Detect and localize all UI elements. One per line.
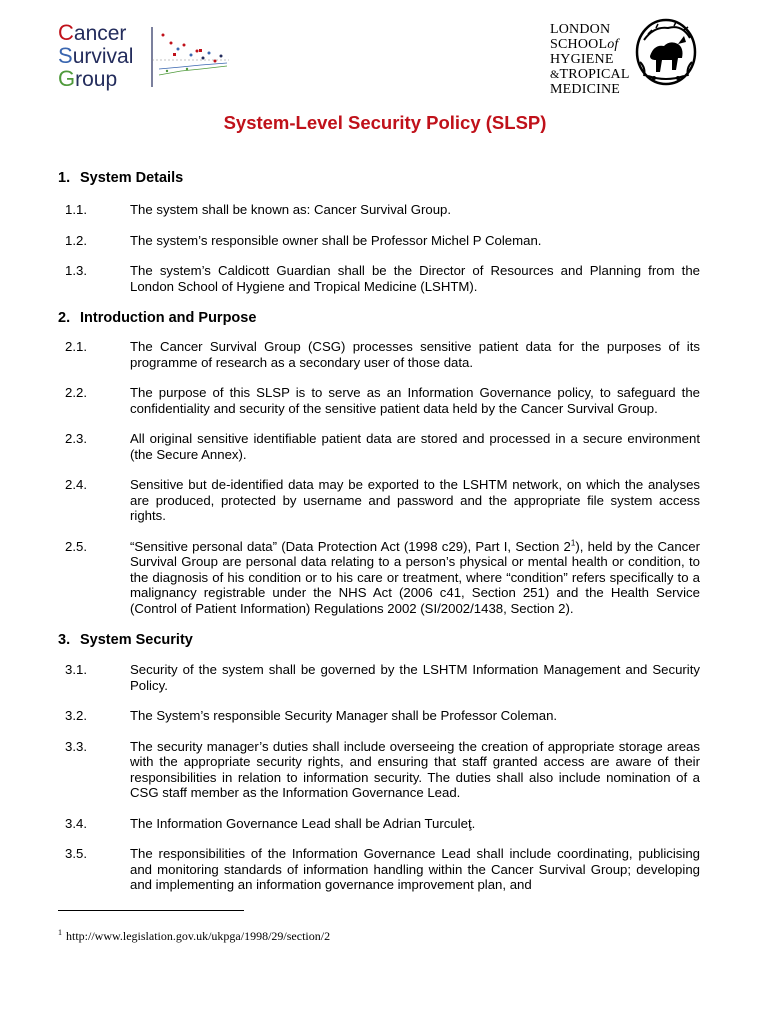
lshtm-wordmark: LONDON SCHOOLof HYGIENE &TROPICAL MEDICINE [550,22,630,97]
document-title: System-Level Security Policy (SLSP) [223,112,547,133]
section-heading-system-security: 3. System Security [58,632,193,648]
logo-line-cancer: Cancer [58,20,127,45]
list-item: 3.4. The Information Governance Lead shall be Adrian Turculeţ. [65,815,476,831]
list-item: 3.1. Security of the system shall be governed by the LSHTM Information Management and Security Policy. [65,662,700,693]
list-item: 2.3. All original sensitive identifiable patient data are stored and processed in a secure environment (the Secure Annex). [65,431,700,462]
list-item: 2.1. The Cancer Survival Group (CSG) processes sensitive patient data for the purposes of its programme of research as a secondary user of those data. [65,339,700,370]
document-body [58,170,700,893]
survival-plot-icon [151,25,231,89]
cancer-survival-group-logo [58,22,238,92]
section-heading-system-details: 1. System Details [58,170,184,186]
list-item: 2.5. “Sensitive personal data” (Data Protection Act (1998 c29), Part I, Section $2^1$), held by the Cancer Survival Group are personal data relating to a person’s physical or mental health or condition, to the diagnosis of his condition or to his care or treatment, where “condition” refers specifically to a malignancy registrable under the NHS Act (2006 c41, Section 251) and the Health Service (Control of Patient Information) Regulations 2002 (SI/2002/1438, Section 2). [65,538,700,616]
footnote-divider [58,910,244,911]
footnote-marker: 1 [58,928,62,937]
lshtm-crest-icon [634,18,698,86]
list-item: 1.2. The system’s responsible owner shall be Professor Michel P Coleman. [65,232,542,248]
list-item: 3.2. The System’s responsible Security Manager shall be Professor Coleman. [65,708,558,723]
logo-line-group: Group [58,66,118,91]
list-item: 1.1. The system shall be known as: Cancer Survival Group. [65,202,452,217]
footnote-link[interactable]: http://www.legislation.gov.uk/ukpga/1998/29/section/2 [66,929,331,943]
lshtm-logo [550,18,700,97]
section-heading-introduction: 2. Introduction and Purpose [58,310,257,326]
list-item: 2.2. The purpose of this SLSP is to serve as an Information Governance policy, to safeguard the confidentiality and security of the sensitive patient data held by the Cancer Survival Group. [65,385,700,416]
list-item: 3.5. The responsibilities of the Information Governance Lead shall include coordinating, publicising and monitoring standards of information handling within the Cancer Survival Group; developing and implementing an information governance improvement plan, and [65,846,700,892]
list-item: 2.4. Sensitive but de-identified data may be exported to the LSHTM network, on which the analyses are produced, protected by username and password and the appropriate file system access rights. [65,477,700,523]
logo-line-survival: Survival [58,43,134,68]
list-item: 3.3. The security manager’s duties shall include overseeing the creation of appropriate storage areas with the appropriate security rights, and ensuring that staff granted access are aware of their responsibilities in relation to information security. The duties shall also include nomination of a CSG staff member as the Information Governance Lead. [65,738,700,800]
footnote [58,929,330,944]
page-header [0,0,770,100]
list-item: 1.3. The system’s Caldicott Guardian shall be the Director of Resources and Planning from the London School of Hygiene and Tropical Medicine (LSHTM). [65,263,700,294]
footnote-reference: 1 [570,538,576,548]
